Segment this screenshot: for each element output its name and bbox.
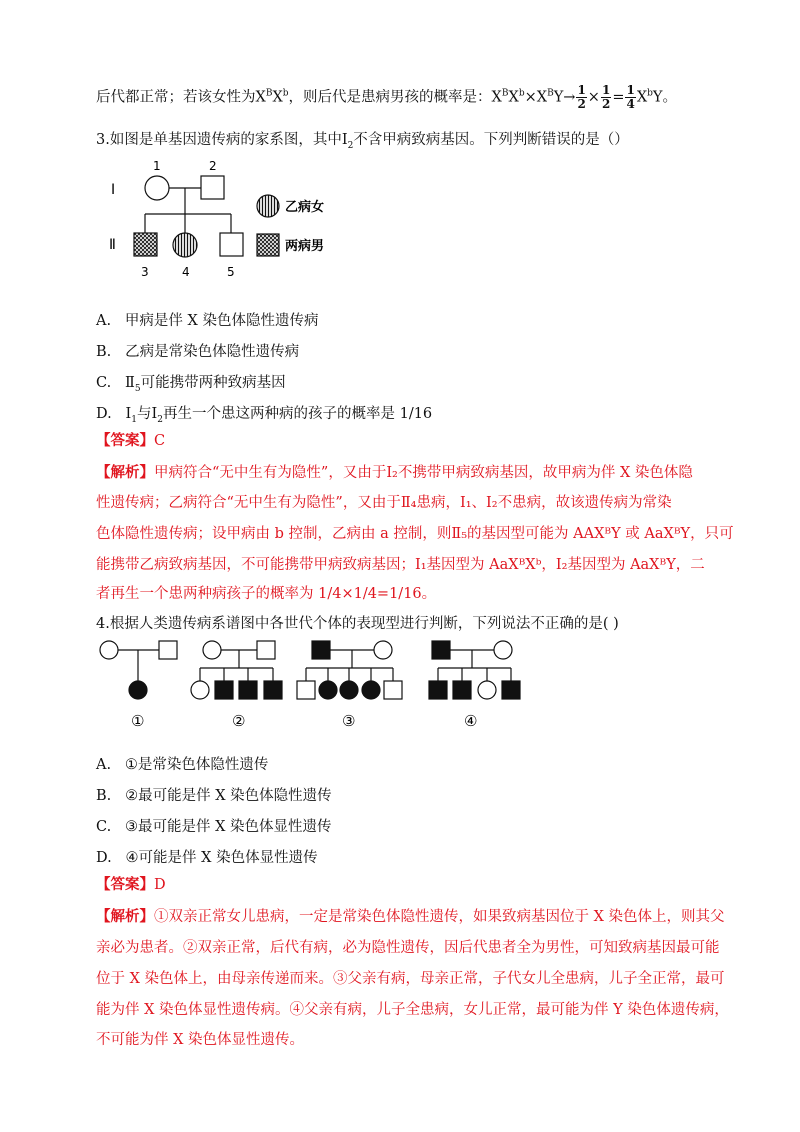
question-3-stem: 3.如图是单基因遗传病的家系图，其中$Ⅰ_2$不含甲病致病基因。下列判断错误的是（）	[96, 132, 629, 151]
question-4-stem: 4.根据人类遗传病系谱图中各世代个体的表现型进行判断，下列说法不正确的是( )	[96, 616, 619, 632]
fraction-half: $\frac{1}{2}$	[601, 83, 611, 111]
svg-text:2: 2	[209, 159, 217, 173]
pedigree-3	[297, 641, 402, 730]
individual-II3-both-diseases-male	[134, 233, 157, 256]
legend-both-diseases-male-symbol	[257, 234, 279, 256]
q3-analysis-line-5: 者再生一个患两种病孩子的概率为 1/4×1/4=1/16。	[96, 586, 437, 602]
q3-analysis-line-1: 【解析】甲病符合“无中生有为隐性”，又由于Ⅰ₂不携带甲病致病基因，故甲病为伴 X 染色体隐	[96, 464, 693, 481]
q4-analysis-line-5: 不可能为伴 X 染色体显性遗传。	[96, 1032, 305, 1048]
individual-I2-male	[201, 176, 224, 199]
svg-text:5: 5	[227, 265, 235, 279]
generation-II-label: Ⅱ	[109, 237, 116, 253]
q3-option-d[interactable]: D. $Ⅰ_1$与$Ⅰ_2$再生一个患这两种病的孩子的概率是 1/16	[96, 406, 433, 425]
pedigree-2	[191, 641, 282, 730]
q4-option-d[interactable]: D. ④可能是伴 X 染色体显性遗传	[96, 850, 318, 866]
legend-disease-B-female-label: 乙病女	[285, 200, 325, 215]
q4-option-b[interactable]: B. ②最可能是伴 X 染色体隐性遗传	[96, 788, 332, 804]
prev-answer-line: 后代都正常；若该女性为$X^BX^b$，则后代是患病男孩的概率是：$X^BX^b\times X^BY\to$ $\frac{1}{2}$ × $\frac{1}{2}$ = $\frac{1}{4}$ $X^bY$。	[96, 83, 677, 111]
svg-text:③: ③	[342, 712, 356, 730]
individual-II4-disease-B-female	[173, 233, 197, 257]
svg-text:②: ②	[232, 712, 246, 730]
pedigrees-q4	[95, 638, 525, 736]
individual-II5-male	[220, 233, 243, 256]
q4-analysis-line-2: 亲必为患者。②双亲正常，后代有病，必为隐性遗传，因后代患者全为男性，可知致病基因最可能	[96, 940, 720, 956]
q3-option-c[interactable]: C. $Ⅱ_5$可能携带两种致病基因	[96, 375, 286, 394]
q4-answer: 【答案】D	[96, 876, 166, 893]
fraction-quarter: $\frac{1}{4}$	[626, 83, 635, 111]
q3-option-b[interactable]: B. 乙病是常染色体隐性遗传病	[96, 344, 300, 360]
svg-text:4: 4	[182, 265, 190, 279]
legend-both-diseases-male-label: 两病男	[285, 239, 325, 254]
pedigree-4	[429, 641, 520, 730]
generation-I-label: Ⅰ	[111, 182, 116, 198]
individual-I1-female	[145, 176, 169, 200]
q3-analysis-line-2: 性遗传病；乙病符合“无中生有为隐性”，又由于Ⅱ₄患病，Ⅰ₁、Ⅰ₂不患病，故该遗传病为常染	[96, 495, 672, 511]
svg-text:④: ④	[464, 712, 478, 730]
pedigree-q3	[105, 156, 345, 286]
pedigree-1	[100, 641, 177, 730]
q4-analysis-line-3: 位于 X 染色体上，由母亲传递而来。③父亲有病，母亲正常，子代女儿全患病，儿子全正常，最可	[96, 971, 725, 987]
q3-option-a[interactable]: A. 甲病是伴 X 染色体隐性遗传病	[96, 313, 319, 329]
q4-analysis-line-4: 能为伴 X 染色体显性遗传病。④父亲有病，儿子全患病，女儿正常，最可能为伴 Y 染色体遗传病，	[96, 1002, 729, 1018]
svg-text:①: ①	[131, 712, 145, 730]
q4-option-c[interactable]: C. ③最可能是伴 X 染色体显性遗传	[96, 819, 332, 835]
legend-disease-B-female-symbol	[257, 195, 279, 217]
q3-analysis-line-3: 色体隐性遗传病；设甲病由 b 控制，乙病由 a 控制，则Ⅱ₅的基因型可能为 AAXᴮY 或 AaXᴮY，只可	[96, 526, 734, 542]
svg-text:3: 3	[141, 265, 149, 279]
q4-analysis-line-1: 【解析】①双亲正常女儿患病，一定是常染色体隐性遗传，如果致病基因位于 X 染色体上，则其父	[96, 908, 725, 925]
fraction-half: $\frac{1}{2}$	[577, 83, 586, 111]
q3-analysis-line-4: 能携带乙病致病基因，不可能携带甲病致病基因；Ⅰ₁基因型为 AaXᴮXᵇ，Ⅰ₂基因型为 AaXᴮY，二	[96, 557, 705, 573]
svg-text:1: 1	[153, 159, 161, 173]
q3-answer: 【答案】C	[96, 432, 166, 449]
q4-option-a[interactable]: A. ①是常染色体隐性遗传	[96, 757, 269, 773]
